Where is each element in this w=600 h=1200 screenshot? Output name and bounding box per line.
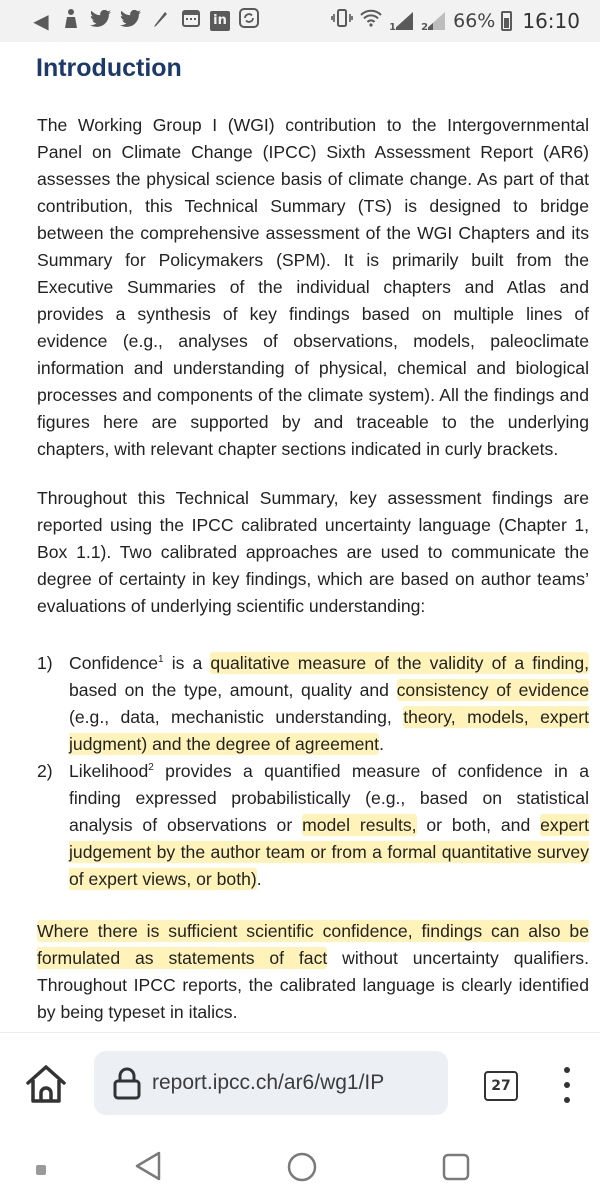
intro-paragraph-1: The Working Group I (WGI) contribution to the Intergovernmental Panel on Climate Change (IPCC) Sixth Assessment Report (AR6) assesses the physical science basis of climate change. As part of that contribution, this Technical Summary (TS) is designed to bridge between the comprehensive assessment of the WGI Chapters and its Summary for Policymakers (SPM). It is primarily built from the Executive Summaries of the individual chapters and Atlas and provides a synthesis of key findings based on multiple lines of evidence (e.g., analyses of observations, models, paleoclimate information and understanding of physical, chemical and biological processes and components of the climate system). All the findings and figures here are supported by and traceable to the underlying chapters, with relevant chapter sections indicated in curly brackets. [37,115,589,459]
sim2-label: 2 [421,21,429,33]
system-indicators [331,8,580,33]
menu-dot [564,1067,570,1073]
sync-icon [238,8,260,33]
list-text: or both, and [416,815,541,835]
signal-sim2-icon [421,11,447,31]
wifi-icon [359,8,383,33]
list-number: 1) [37,653,53,673]
nav-recents-button[interactable] [441,1152,471,1187]
intro-paragraph-3 [37,918,589,1026]
list-text: . [256,869,262,889]
battery-icon [501,11,512,31]
calendar-icon [180,8,202,33]
term-likelihood: Likelihood [69,761,149,781]
home-circle-icon [286,1151,318,1183]
notification-icons [30,8,260,33]
system-nav-bar [0,1135,600,1200]
pen-icon [150,9,172,33]
recents-square-icon [441,1152,471,1182]
highlight: qualitative measure of the validity of a finding, [210,653,589,673]
list-item-likelihood [37,758,589,893]
url-text: report.ipcc.ch/ar6/wg1/IP [152,1071,385,1094]
notification-triangle-icon: ◀ [33,8,49,33]
vibrate-icon [331,8,353,33]
calibrated-approaches-list [37,650,589,893]
highlight: Where there is sufficient scientific confidence, findings can also be formulated as statements of fact [37,921,589,968]
document-view[interactable] [0,42,600,1032]
back-triangle-icon [133,1150,163,1182]
status-bar [0,0,600,42]
person-icon [60,8,82,33]
signal-sim1-icon [389,11,415,31]
list-text: based on the type, amount, quality and [69,680,397,700]
list-number: 2) [37,761,53,781]
highlight: expert judgement by the author team or from a formal quantitative survey of expert views, or both) [69,815,590,889]
list-text: . [379,734,384,754]
linkedin-icon: in [210,11,230,31]
clock: 16:10 [522,8,580,33]
url-bar[interactable] [94,1051,448,1115]
list-item-confidence [37,650,589,758]
list-text: provides a quantified measure of confidence in a finding expressed probabilistically (e.g., based on statistical analysis of observations or [69,761,589,835]
overflow-menu-button[interactable] [560,1067,574,1103]
browser-toolbar [0,1032,600,1136]
highlight: theory, models, expert judgment) and the degree of agreement [69,707,589,754]
footnote-ref-2[interactable]: 2 [148,762,154,774]
nav-back-button[interactable] [133,1150,163,1187]
highlight: model results, [302,815,417,835]
footnote-ref-1[interactable]: 1 [158,654,164,666]
nav-home-button[interactable] [286,1151,318,1188]
highlight: consistency of evidence [396,680,589,700]
twitter-icon [90,9,112,33]
home-icon [22,1063,70,1107]
sim1-label: 1 [389,21,397,33]
list-text: (e.g., data, mechanistic understanding, [69,707,404,727]
section-heading: Introduction [36,54,182,82]
small-square-icon [36,1165,46,1175]
lock-icon [112,1066,142,1100]
intro-paragraph-2: Throughout this Technical Summary, key assessment findings are reported using the IPCC calibrated uncertainty language (Chapter 1, Box 1.1). Two calibrated approaches are used to communicate the degree of certainty in key findings, which are based on author teams’ evaluations of underlying scientific understanding: [37,488,589,616]
twitter-icon [120,9,142,33]
home-button[interactable] [22,1063,70,1107]
battery-percent: 66% [453,9,496,32]
tab-switcher-button[interactable]: 27 [484,1071,518,1101]
menu-dot [564,1097,570,1103]
nav-menu-button[interactable] [36,1162,46,1180]
menu-dot [564,1082,570,1088]
paragraph-text: without uncertainty qualifiers. Throughout IPCC reports, the calibrated language is clearly identified by being typeset in italics. [37,948,589,1022]
list-text: is a [163,653,211,673]
term-confidence: Confidence [69,653,159,673]
